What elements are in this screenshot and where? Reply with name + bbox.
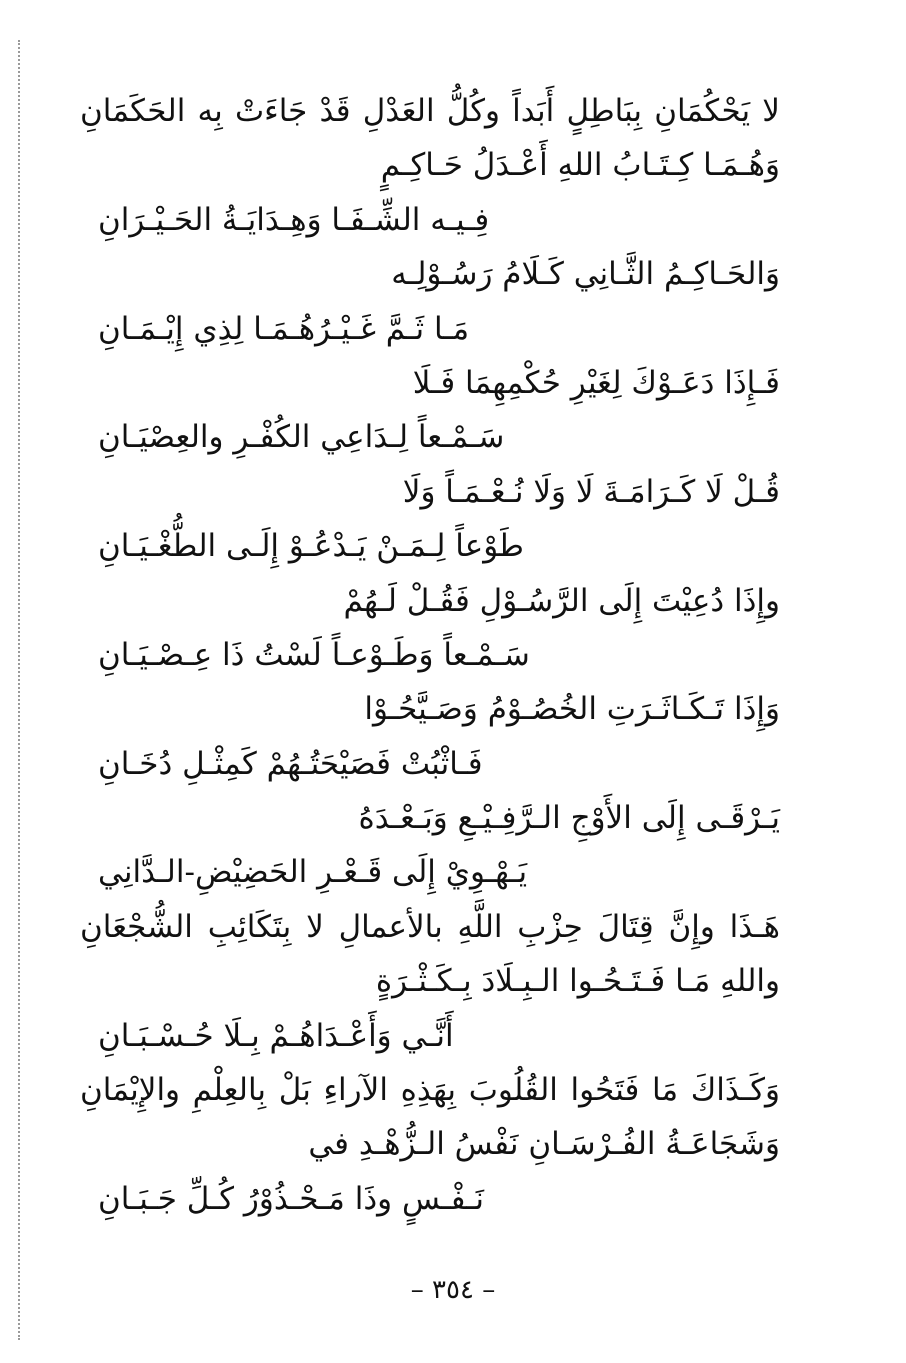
page-number: – ٣٥٤ – — [410, 1275, 496, 1305]
verse-line: مَـا ثَـمَّ غَـيْـرُهُـمَـا لِذِي إِيْـمَـانِ — [98, 310, 470, 347]
verse-line: واللهِ مَـا فَـتَـحُـوا الـبِـلَادَ بِـكَـثْـرَةٍ — [375, 963, 780, 1000]
verse-line: سَـمْـعاً وَطَـوْعـاً لَسْتُ ذَا عِـصْـيَـانِ — [98, 636, 530, 673]
verse-line: وَإِذَا تَـكَـاثَـرَتِ الخُصُـوْمُ وَصَـيَّحُـوْا — [364, 691, 780, 728]
verse-line: وإِذَا دُعِيْتَ إِلَى الرَّسُـوْلِ فَقُـلْ لَـهُمْ — [343, 582, 780, 619]
page-fold-dotted-line — [18, 40, 20, 1340]
verse-line: لا يَحْكُمَانِ بِبَاطِلٍ أَبَداً وكُلُّ العَدْلِ قَدْ جَاءَتْ بِه الحَكَمَانِ — [80, 93, 780, 129]
verse-line: فَـاثْبُتْ فَصَيْحَتُـهُمْ كَمِثْـلِ دُخَـانِ — [98, 745, 483, 782]
verse-line: فَـإِذَا دَعَـوْكَ لِغَيْرِ حُكْمِهِمَا فَـلَا — [412, 364, 780, 401]
verse-line: طَوْعاً لِـمَـنْ يَـدْعُـوْ إِلَـى الطُّغْـيَـانِ — [98, 528, 524, 565]
verse-line: فِـيـه الشِّـفَـا وَهِـدَايَـةُ الحَـيْـرَانِ — [98, 201, 490, 238]
verse-line: نَـفْـسٍ وذَا مَـحْـذُوْرُ كُـلِّ جَـبَـانِ — [98, 1180, 485, 1217]
verse-line: وَالحَـاكِـمُ الثَّـانِي كَـلَامُ رَسُـوْلِـه — [391, 256, 780, 293]
verse-line: هَـذَا وإِنَّ قِتَالَ حِزْبِ اللَّهِ بالأعمالِ لا بِتَكَائِبِ الشُّجْعَانِ — [80, 908, 780, 945]
verse-line: وَكَـذَاكَ مَا فَتَحُوا القُلُوبَ بِهَذِهِ الآراءِ بَلْ بِالعِلْمِ والإِيْمَانِ — [80, 1072, 780, 1109]
poem-text-block — [80, 84, 780, 1226]
verse-line: أَنَّـي وَأَعْـدَاهُـمْ بِـلَا حُـسْـبَـانِ — [98, 1017, 454, 1054]
verse-line: يَـهْـوِيْ إِلَى قَـعْـرِ الحَضِيْضِ-الـدَّانِي — [98, 854, 528, 891]
verse-line: وَشَجَاعَـةُ الفُـرْسَـانِ نَفْسُ الـزُّهْـدِ في — [308, 1126, 780, 1163]
verse-line: يَـرْقَـى إِلَى الأَوْجِ الـرَّفِـيْـعِ وَبَـعْـدَهُ — [358, 800, 780, 837]
verse-line: قُـلْ لَا كَـرَامَـةَ لَا وَلَا نُـعْـمَـاً وَلَا — [402, 473, 780, 510]
verse-line: سَـمْـعاً لِـدَاعِي الكُفْـرِ والعِصْيَـانِ — [98, 419, 505, 456]
verse-line: وَهُـمَـا كِـتَـابُ اللهِ أَعْـدَلُ حَـاكِـمٍ — [380, 147, 780, 184]
